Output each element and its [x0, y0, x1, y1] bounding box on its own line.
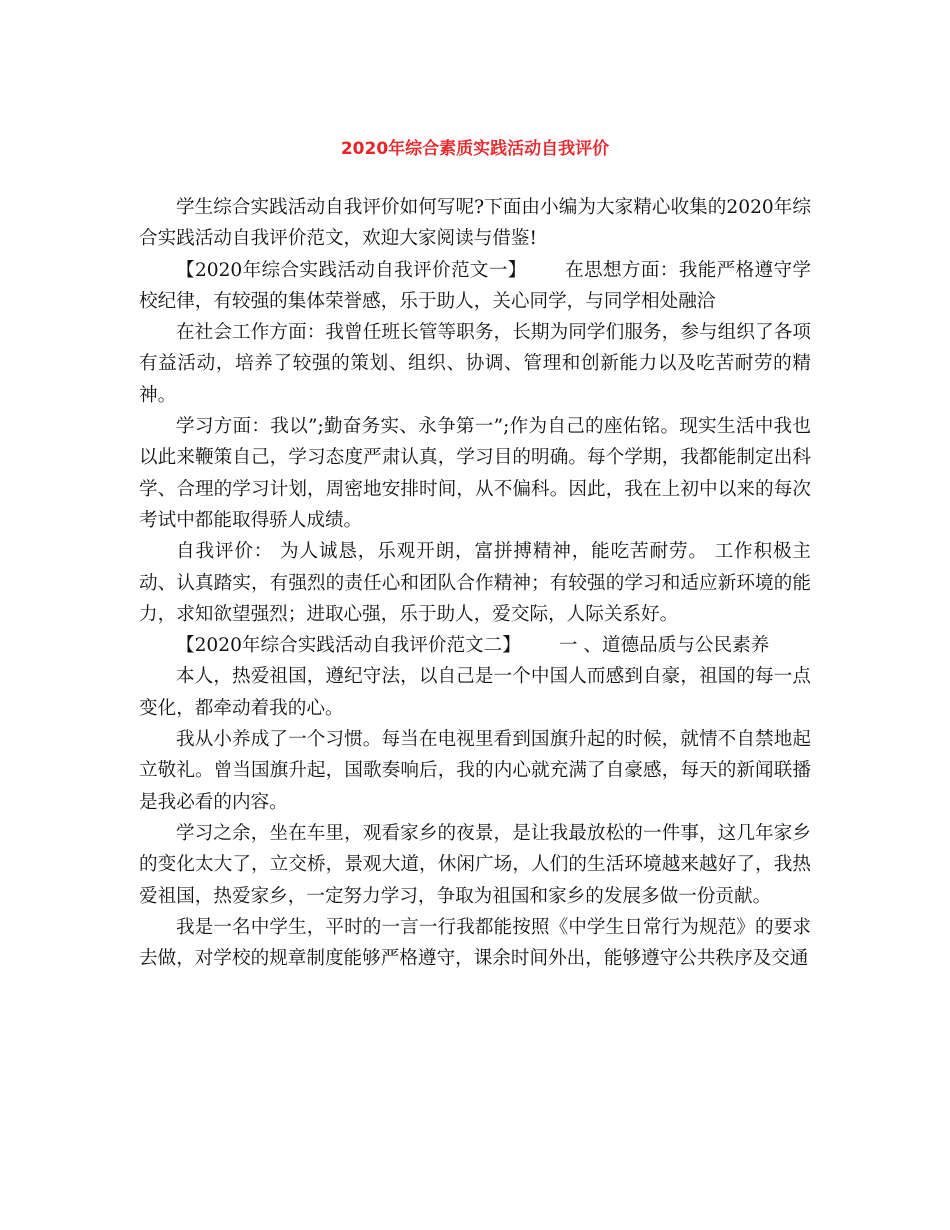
sample-one-heading: 【2020年综合实践活动自我评价范文一】: [176, 259, 527, 281]
sample-two-heading: 【2020年综合实践活动自我评价范文二】: [176, 635, 521, 657]
study-paragraph: 学习方面：我以”;勤奋务实、永争第一”;作为自己的座佑铭。现实生活中我也以此来鞭策自己，学习态度严肃认真，学习目的明确。每个学期，我都能制定出科学、合理的学习计划，周密地安排时间，从不偏科。因此，我在上初中以来的每次考试中都能取得骄人成绩。: [139, 416, 811, 531]
document-title: 2020年综合素质实践活动自我评价: [340, 139, 610, 159]
moral-quality-heading: 一 、道德品质与公民素养: [558, 635, 770, 657]
document-body: [139, 192, 811, 974]
hometown-paragraph: 学习之余，坐在车里，观看家乡的夜景，是让我最放松的一件事，这几年家乡的变化太大了，立交桥，景观大道，休闲广场，人们的生活环境越来越好了，我热爱祖国，热爱家乡，一定努力学习，争取为祖国和家乡的发展多做一份贡献。: [139, 822, 811, 907]
patriotism-paragraph: 本人，热爱祖国，遵纪守法，以自己是一个中国人而感到自豪，祖国的每一点变化，都牵动着我的心。: [139, 666, 811, 719]
intro-paragraph: 学生综合实践活动自我评价如何写呢?下面由小编为大家精心收集的2020年综合实践活动自我评价范文，欢迎大家阅读与借鉴!: [139, 197, 811, 250]
self-evaluation-paragraph: 自我评价： 为人诚恳，乐观开朗，富拼搏精神，能吃苦耐劳。 工作积极主动、认真踏实，有强烈的责任心和团队合作精神；有较强的学习和适应新环境的能力，求知欲望强烈；进取心强，乐于助人，爱交际，人际关系好。: [139, 541, 811, 625]
ideology-text: 在思想方面：我能严格遵守学校纪律，有较强的集体荣誉感，乐于助人，关心同学，与同学相处融洽: [139, 259, 811, 312]
sample-two-paragraph: [139, 630, 811, 661]
habit-paragraph: 我从小养成了一个习惯。每当在电视里看到国旗升起的时候，就情不自禁地起立敬礼。曾当国旗升起，国歌奏响后，我的内心就充满了自豪感，每天的新闻联播是我必看的内容。: [139, 729, 811, 813]
social-work-paragraph: 在社会工作方面：我曾任班长管等职务，长期为同学们服务，参与组织了各项有益活动，培养了较强的策划、组织、协调、管理和创新能力以及吃苦耐劳的精神。: [139, 322, 811, 406]
sample-one-paragraph: [139, 255, 811, 318]
student-conduct-paragraph: 我是一名中学生，平时的一言一行我都能按照《中学生日常行为规范》的要求去做，对学校的规章制度能够严格遵守，课余时间外出，能够遵守公共秩序及交通: [139, 916, 811, 970]
